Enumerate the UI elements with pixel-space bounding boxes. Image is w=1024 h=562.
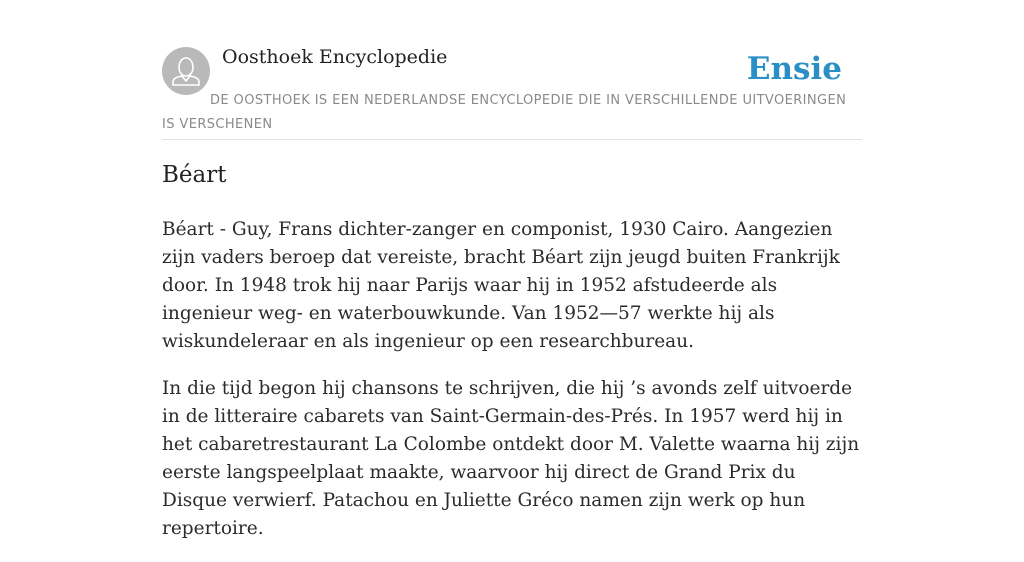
publication-tagline: DE OOSTHOEK IS EEN NEDERLANDSE ENCYCLOPEDIE DIE IN VERSCHILLENDE UITVOERINGEN IS VERSCHENEN xyxy=(162,93,847,132)
publication-name[interactable]: Oosthoek Encyclopedie xyxy=(222,46,448,68)
page-container xyxy=(162,0,862,539)
user-silhouette-icon xyxy=(162,47,210,95)
publication-header xyxy=(162,0,862,140)
article-paragraph: Béart - Guy, Frans dichter-zanger en componist, 1930 Cairo. Aangezien zijn vaders beroep dat vereiste, bracht Béart zijn jeugd buiten Frankrijk door. In 1948 trok hij naar Parijs waar hij in 1952 afstudeerde als ingenieur weg- en waterbouwkunde. Van 1952—57 werkte hij als wiskundeleraar en als ingenieur op een researchbureau. xyxy=(162,219,840,352)
article-body xyxy=(162,216,862,562)
article-paragraph: In die tijd begon hij chansons te schrijven, die hij ’s avonds zelf uitvoerde in de litteraire cabarets van Saint-Germain-des-Prés. In 1957 werd hij in het cabaretrestaurant La Colombe ontdekt door M. Valette waarna hij zijn eerste langspeelplaat maakte, waarvoor hij direct de Grand Prix du Disque verwierf. Patachou en Juliette Gréco namen zijn werk op hun repertoire. xyxy=(162,378,860,539)
publication-avatar[interactable] xyxy=(162,47,210,95)
ensie-logo-link[interactable]: Ensie xyxy=(746,51,842,87)
article-title: Béart xyxy=(162,162,227,188)
